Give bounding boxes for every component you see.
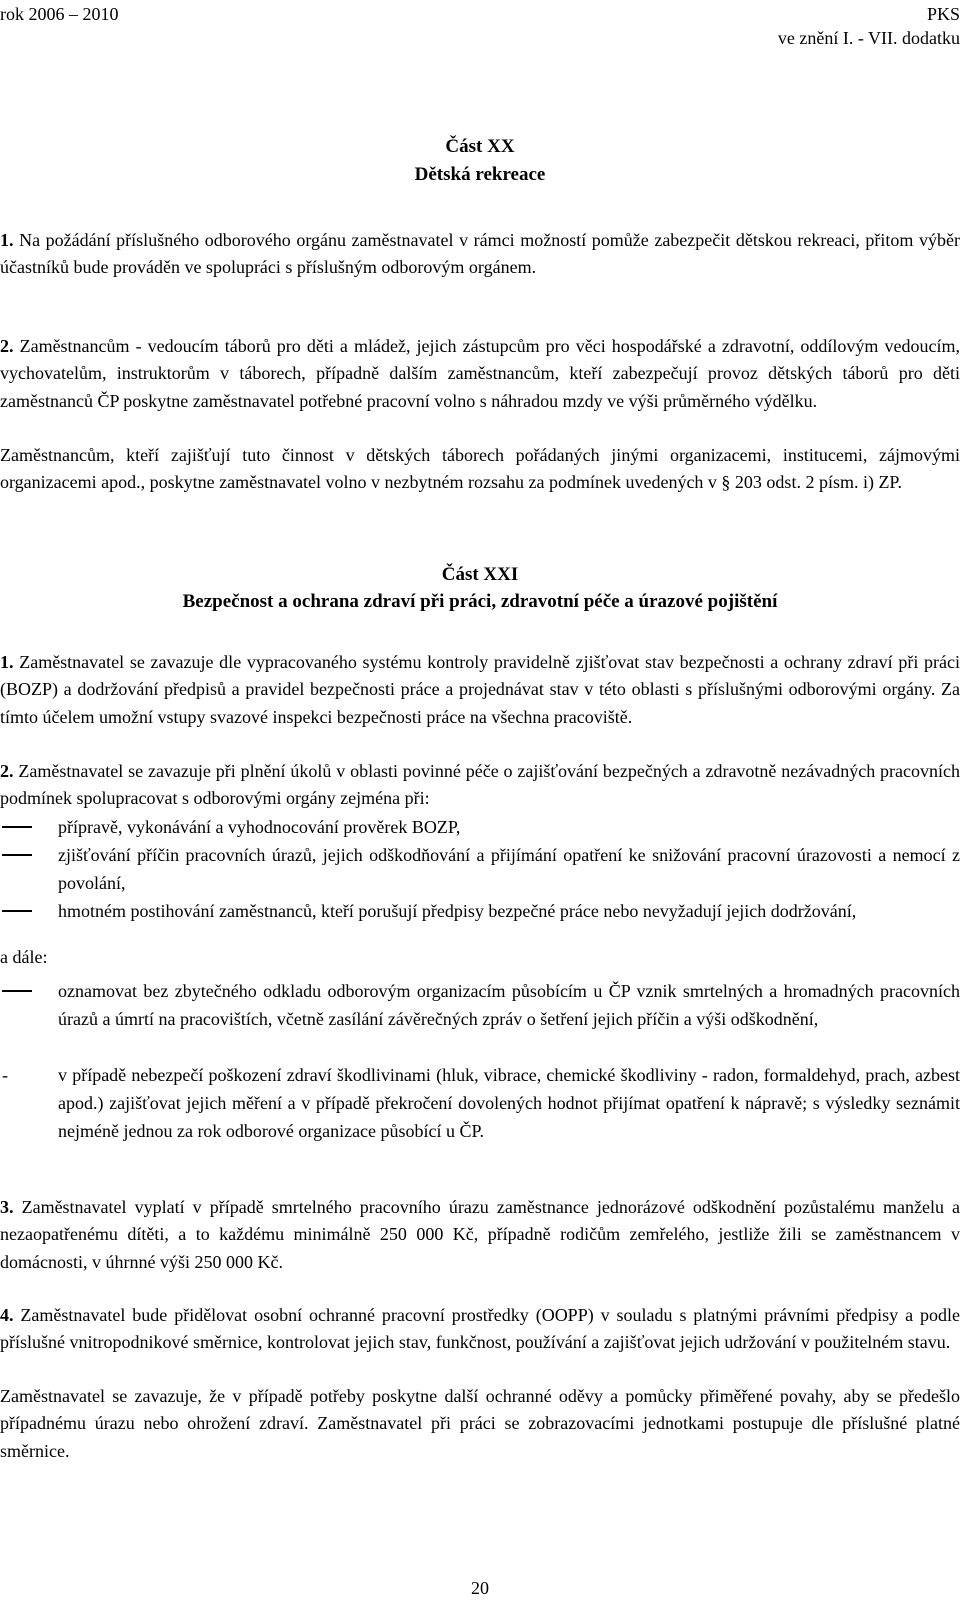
- list-item-text: oznamovat bez zbytečného odkladu odborovým organizacím působícím u ČP vznik smrtelných a hromadných pracovních úrazů a úmrtí na pracovištích, včetně zasílání závěrečných zpráv o šetření jejich příčin a výši odškodnění,: [58, 981, 960, 1029]
- page-number: 20: [471, 1578, 489, 1598]
- paragraph-number: 1.: [0, 652, 14, 672]
- paragraph-4: [0, 1302, 960, 1357]
- list-item: [0, 977, 960, 1033]
- header-left: rok 2006 – 2010: [0, 4, 119, 24]
- dash-marker: [2, 841, 32, 856]
- list-item: [0, 897, 960, 925]
- list-item: [0, 1061, 960, 1145]
- part-title: Část XXI: [441, 564, 519, 585]
- dash-marker: [2, 813, 32, 828]
- header-right: [778, 2, 960, 50]
- paragraph-3: Zaměstnancům, kteří zajišťují tuto činnost v dětských táborech pořádaných jinými organizacemi, institucemi, zájmovými organizacemi apod., poskytne zaměstnavatel volno v nezbytném rozsahu za podmínek uvedených v § 203 odst. 2 písm. i) ZP.: [0, 445, 960, 493]
- paragraph-text: Na požádání příslušného odborového orgánu zaměstnavatel v rámci možností pomůže zabezpečit dětskou rekreaci, přitom výběr účastníků bude prováděn ve spolupráci s příslušným odborovým orgánem.: [0, 230, 960, 278]
- paragraph-text: Zaměstnavatel vyplatí v případě smrtelného pracovního úrazu zaměstnance jednorázové odškodnění pozůstalému manželu a nezaopatřenému dítěti, a to každému minimálně 250 000 Kč, případně rodičům zemřelého, jestliže žili se zaměstnancem v domácnosti, v úhrnné výši 250 000 Kč.: [0, 1197, 960, 1272]
- list-item: [0, 813, 960, 841]
- list-item-text: přípravě, vykonávání a vyhodnocování prověrek BOZP,: [58, 817, 461, 837]
- paragraph-number: 4.: [0, 1305, 14, 1325]
- paragraph-text: Zaměstnavatel bude přidělovat osobní ochranné pracovní prostředky (OOPP) v souladu s platnými právními předpisy a podle příslušné vnitropodnikové směrnice, kontrolovat jejich stav, funkčnost, používání a zajišťovat jejich udržování v použitelném stavu.: [0, 1305, 960, 1353]
- paragraph-2: [0, 333, 960, 415]
- part-subtitle: Bezpečnost a ochrana zdraví při práci, zdravotní péče a úrazové pojištění: [182, 591, 778, 612]
- paragraph-3: [0, 1194, 960, 1276]
- part-subtitle: Dětská rekreace: [414, 164, 546, 185]
- paragraph-1: [0, 649, 960, 731]
- paragraph-5: Zaměstnavatel se zavazuje, že v případě potřeby poskytne další ochranné oděvy a pomůcky přiměřené povahy, aby se předešlo případnému úrazu nebo ohrožení zdraví. Zaměstnavatel při práci se zobrazovacími jednotkami postupuje dle příslušné platné směrnice.: [0, 1386, 960, 1461]
- paragraph-2: [0, 758, 960, 813]
- paragraph-1: [0, 227, 960, 282]
- paragraph-text: Zaměstnancům - vedoucím táborů pro děti a mládež, jejich zástupcům pro věci hospodářské a zdravotní, oddílovým vedoucím, vychovatelům, instruktorům v táborech, případně dalším zaměstnancům, kteří zabezpečují provoz dětských táborů pro děti zaměstnanců ČP poskytne zaměstnavatel potřebné pracovní volno s náhradou mzdy ve výši průměrného výdělku.: [0, 336, 960, 411]
- and-further-label: a dále:: [0, 947, 48, 967]
- header-right-line2: ve znění I. - VII. dodatku: [777, 28, 960, 48]
- paragraph-number: 1.: [0, 230, 14, 250]
- part-title: Část XX: [445, 136, 515, 157]
- paragraph-number: 2.: [0, 336, 14, 356]
- paragraph-text: Zaměstnavatel se zavazuje dle vypracovaného systému kontroly pravidelně zjišťovat stav bezpečnosti a ochrany zdraví při práci (BOZP) a dodržování předpisů a pravidel bezpečnosti práce a projednávat stav v této oblasti s příslušnými odborovými orgány. Za tímto účelem umožní vstupy svazové inspekci bezpečnosti práce na všechna pracoviště.: [0, 652, 960, 727]
- list-item-text: v případě nebezpečí poškození zdraví škodlivinami (hluk, vibrace, chemické škodliviny - radon, formaldehyd, prach, azbest apod.) zajišťovat jejich měření a v případě překročení dovolených hodnot přijímat opatření k nápravě; s výsledky seznámit nejméně jednou za rok odborové organizace působící u ČP.: [58, 1065, 960, 1141]
- dash-marker: [2, 897, 32, 912]
- list-item: [0, 841, 960, 897]
- paragraph-number: 3.: [0, 1197, 14, 1217]
- paragraph-number: 2.: [0, 761, 14, 781]
- dash-marker: [2, 977, 32, 992]
- hyphen-marker: -: [2, 1065, 8, 1085]
- list-item-text: hmotném postihování zaměstnanců, kteří porušují předpisy bezpečné práce nebo nevyžadují jejich dodržování,: [58, 901, 857, 921]
- header-right-line1: PKS: [926, 4, 960, 24]
- paragraph-text: Zaměstnavatel se zavazuje při plnění úkolů v oblasti povinné péče o zajišťování bezpečných a zdravotně nezávadných pracovních podmínek spolupracovat s odborovými orgány zejména při:: [0, 761, 960, 809]
- list-item-text: zjišťování příčin pracovních úrazů, jejich odškodňování a přijímání opatření ke snižování pracovní úrazovosti a nemocí z povolání,: [58, 845, 960, 893]
